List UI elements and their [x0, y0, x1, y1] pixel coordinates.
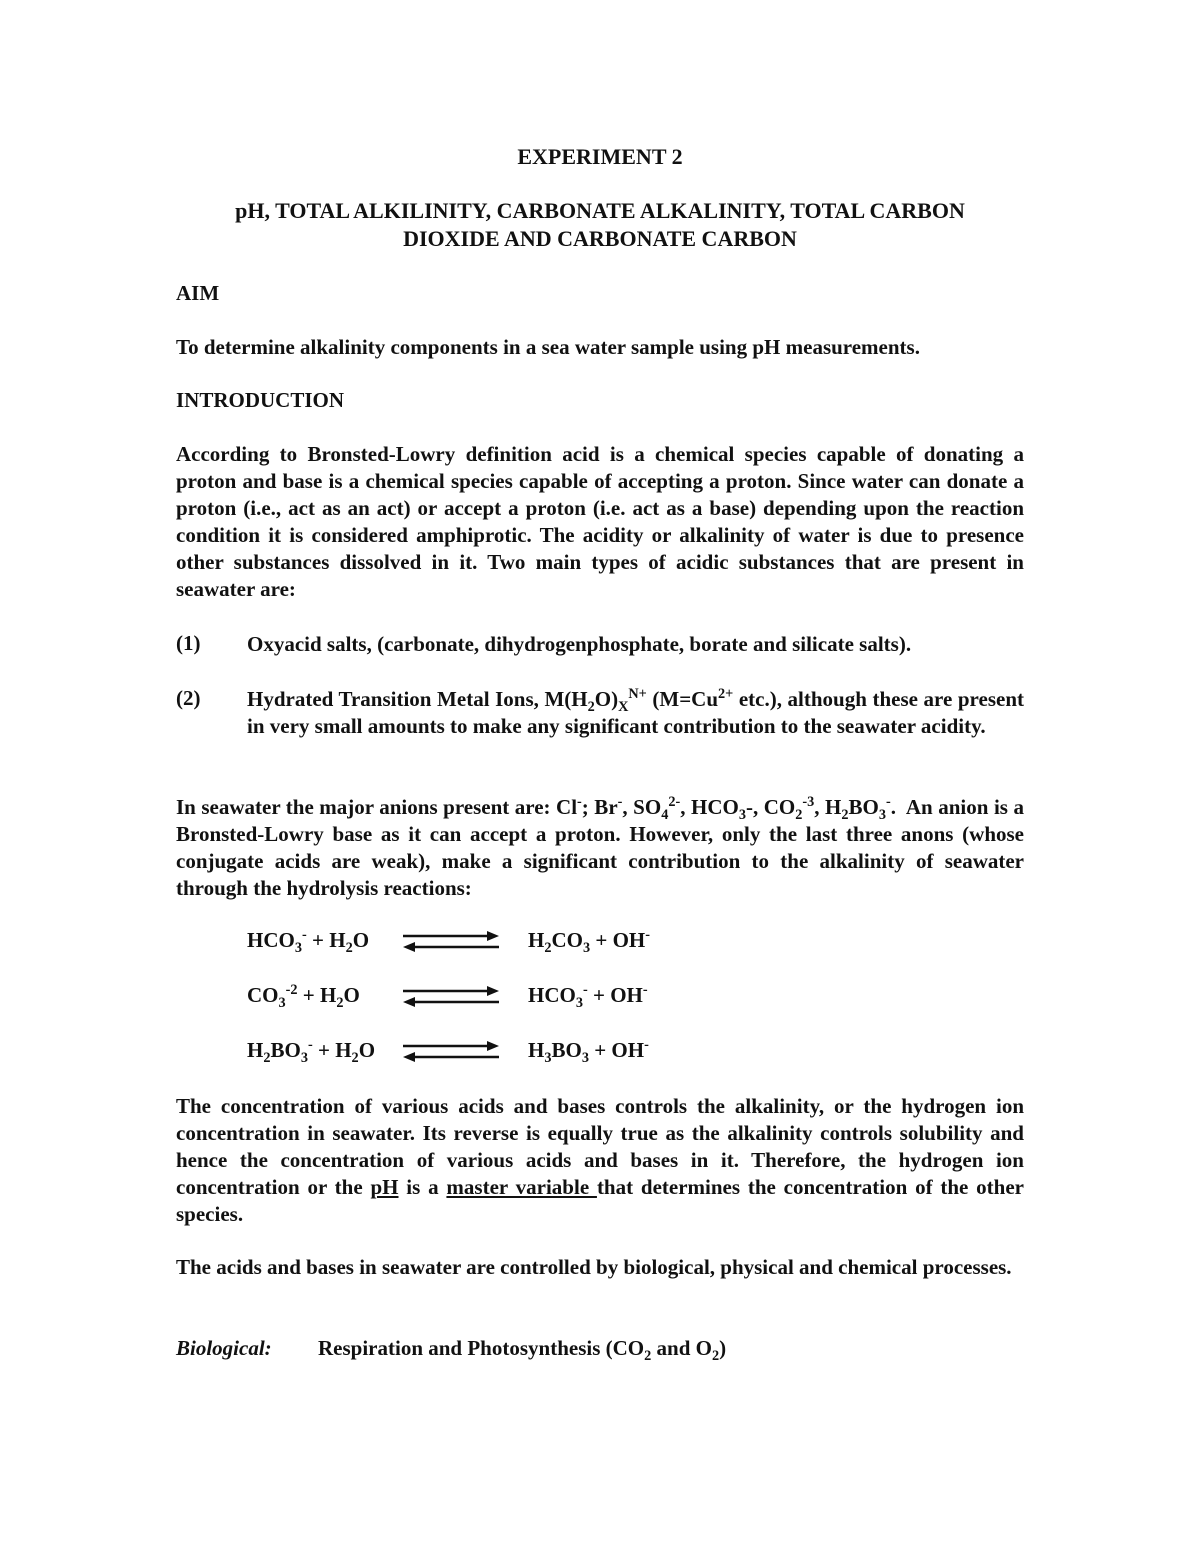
document-subtitle-line1: pH, TOTAL ALKILINITY, CARBONATE ALKALINITY, TOTAL CARBON — [235, 198, 965, 223]
ph-term: pH — [370, 1175, 399, 1199]
document-title: EXPERIMENT 2 — [517, 144, 683, 169]
anions-paragraph: In seawater the major anions present are: Cl-; Br-, $SO_4^{2-}$, $HCO_3-$, $CO_2^{-3}$, $H_2BO_3^-$. An anion is a Bronsted-Lowry base as it can accept a proton. However, only the last three anons (whose conjugate acids are weak), make a significant contribution to the alkalinity of seawater through the hydrolysis reactions: — [176, 794, 1024, 900]
biological-text: Respiration and Photosynthesis ($CO_2$ and $O_2$) — [318, 1336, 727, 1365]
introduction-heading: INTRODUCTION — [176, 388, 345, 412]
list-item-text-1: Oxyacid salts, (carbonate, dihydrogenphosphate, borate and silicate salts). — [247, 632, 912, 656]
list-item-number-1: (1) — [176, 631, 201, 655]
alkalinity-control-paragraph: The concentration of various acids and bases controls the alkalinity, or the hydrogen ion concentration in seawater. Its reverse is equally true as the alkalinity controls solubility and hence the concentration of various acids and bases in it. Therefore, the hydrogen ion concentration or the pH is a master variable that determines the concentration of the other species. — [176, 1094, 1024, 1226]
master-variable-term: master variable — [446, 1175, 597, 1199]
list-item-number-2: (2) — [176, 686, 201, 710]
equilibrium-arrow-icon — [403, 983, 499, 1009]
document-subtitle-line2: DIOXIDE AND CARBONATE CARBON — [403, 226, 797, 251]
biological-label: Biological: — [176, 1336, 272, 1360]
equilibrium-arrow-icon — [403, 1038, 499, 1064]
equation-2-right: $HCO_3^- + OH^-$ — [528, 982, 648, 1012]
equation-1-right: $H_2CO_3 + OH^-$ — [528, 927, 651, 957]
equilibrium-arrow-icon — [403, 928, 499, 954]
introduction-paragraph: According to Bronsted-Lowry definition acid is a chemical species capable of donating a proton and base is a chemical species capable of accepting a proton. Since water can donate a proton (i.e., act as an act) or accept a proton (i.e. act as a base) depending upon the reaction condition it is considered amphiprotic. The acidity or alkalinity of water is due to presence other substances dissolved in it. Two main types of acidic substances that are present in seawater are: — [176, 442, 1024, 601]
aim-heading: AIM — [176, 281, 220, 305]
equation-3-right: $H_3BO_3 + OH^-$ — [528, 1037, 649, 1067]
equation-2-left: $CO_3^{-2} + H_2O$ — [247, 982, 360, 1012]
list-item-text-2: Hydrated Transition Metal Ions, $M(H_2O)_X^{N+}$ ($M=Cu^{2+}$ etc.), although these are present in very small amounts to make any significant contribution to the seawater acidity. — [247, 686, 1024, 738]
equation-1-left: $HCO_3^- + H_2O$ — [247, 927, 370, 957]
processes-paragraph: The acids and bases in seawater are controlled by biological, physical and chemical processes. — [176, 1255, 1012, 1279]
aim-text: To determine alkalinity components in a sea water sample using pH measurements. — [176, 335, 920, 359]
equation-3-left: $H_2BO_3^- + H_2O$ — [247, 1037, 376, 1067]
